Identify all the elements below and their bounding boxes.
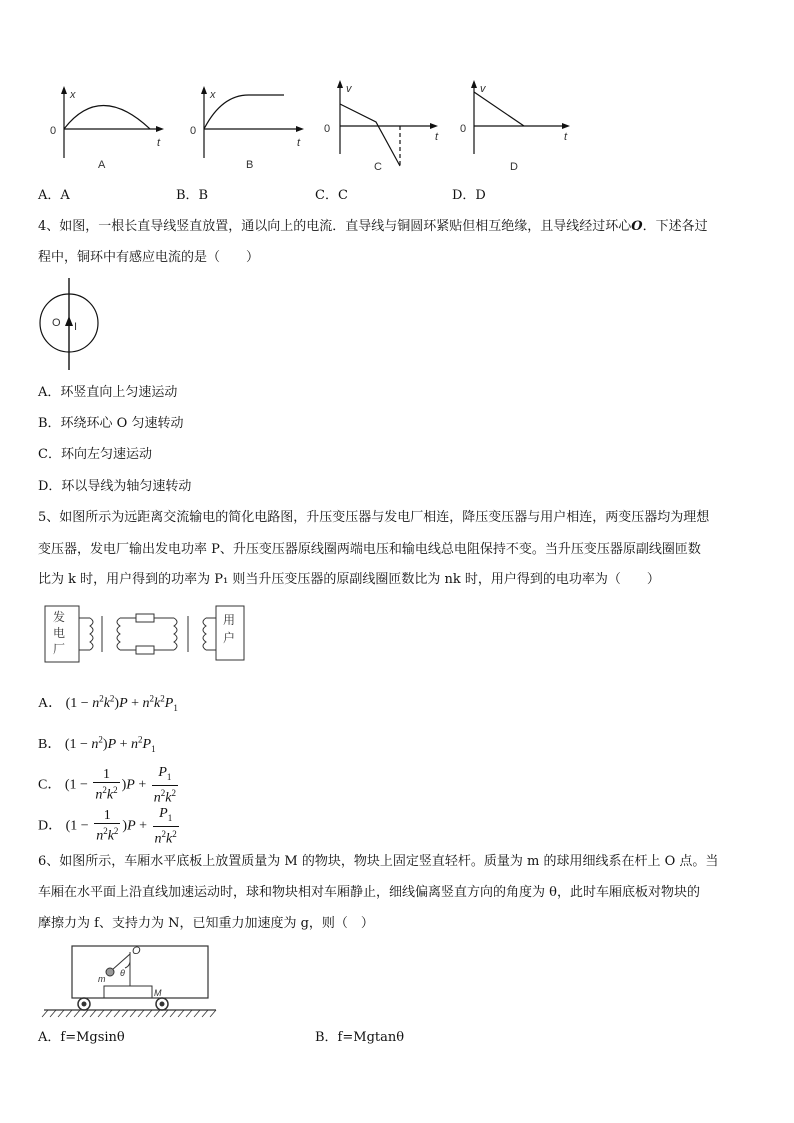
t-axis-var: t (157, 137, 161, 149)
mass-m-label: m (98, 974, 106, 984)
t-axis-var: t (564, 131, 568, 143)
q5-option-a[interactable]: A． $(1 - n^2k^2)P + n^2k^2P_1$ (38, 693, 178, 713)
q6-car-figure (40, 942, 220, 1022)
q3-graph-d (456, 78, 586, 176)
theta-label: θ (120, 968, 125, 978)
t-axis-var: t (297, 137, 301, 149)
q3-option-d[interactable]: D．D (452, 188, 486, 203)
current-label: I (74, 321, 78, 333)
q3-option-c[interactable]: C．C (315, 188, 348, 203)
q4-stem-text-end: ．下述各过 (642, 219, 708, 234)
q3-graph-c (318, 78, 448, 176)
q6-stem-line3: 摩擦力为 f、支持力为 N，已知重力加速度为 g，则（ ） (38, 916, 374, 931)
origin-label: 0 (190, 125, 197, 137)
q6-stem-line2: 车厢在水平面上沿直线加速运动时，球和物块相对车厢静止，细线偏离竖直方向的角度为 θ，此时车厢底板对物块的 (38, 885, 700, 900)
v-axis-var: v (480, 83, 486, 95)
q5-stem-line2: 变压器，发电厂输出发电功率 P、升压变压器原线圈两端电压和输电线总电阻保持不变。当升压变压器原副线圈匝数 (38, 542, 701, 557)
x-axis-var: x (210, 89, 216, 101)
q5-stem-line3: 比为 k 时，用户得到的功率为 P₁ 则当升压变压器的原副线圈匝数比为 nk 时，用户得到的电功率为（ ） (38, 572, 660, 587)
q3-option-a[interactable]: A．A (38, 188, 70, 203)
q6-stem-line1: 6、如图所示，车厢水平底板上放置质量为 M 的物块，物块上固定竖直轻杆。质量为 m 的球用细线系在杆上 O 点。当 (38, 854, 719, 869)
graph-label-d: D (510, 161, 518, 173)
origin-label: 0 (50, 125, 57, 137)
q4-stem-line1 (38, 219, 708, 235)
q5-option-c[interactable]: C． (1 − $\frac{1}{n^2k^2}$ )P + $\frac{P_1}{n^2k^2}$ (38, 765, 176, 806)
q6-option-a[interactable]: A．f=Mgsinθ (38, 1030, 125, 1045)
q4-ring-figure (36, 276, 106, 372)
q5-stem-line1: 5、如图所示为远距离交流输电的简化电路图，升压变压器与发电厂相连，降压变压器与用户相连，两变压器均为理想 (38, 510, 710, 525)
q5-option-b-label: B． (38, 737, 62, 752)
user-char-2: 户 (223, 631, 236, 645)
q4-stem-text: 4、如图，一根长直导线竖直放置，通以向上的电流．直导线与铜圆环紧贴但相互绝缘，且导线经过环心 (38, 219, 632, 234)
q5-option-d-label: D． (38, 818, 63, 834)
graph-label-c: C (374, 161, 382, 173)
x-axis-var: x (70, 89, 76, 101)
q5-option-d[interactable]: D． (1 − $\frac{1}{n^2k^2}$ )P + $\frac{P_1}{n^2k^2}$ (38, 806, 177, 847)
q5-option-c-label: C． (38, 777, 62, 793)
origin-label: 0 (324, 123, 331, 135)
t-axis-var: t (435, 131, 439, 143)
point-o-label: O (132, 945, 141, 957)
q5-option-b[interactable]: B． $(1 - n^2)P + n^2P_1$ (38, 734, 156, 754)
q5-option-a-label: A． (38, 696, 63, 711)
q3-option-b[interactable]: B．B (176, 188, 209, 203)
v-axis-var: v (346, 83, 352, 95)
q6-option-b[interactable]: B．f=Mgtanθ (315, 1030, 405, 1045)
q4-option-c[interactable]: C．环向左匀速运动 (38, 447, 152, 462)
q4-stem-o: O (631, 219, 643, 234)
plant-char-3: 厂 (53, 642, 66, 656)
q4-option-a[interactable]: A．环竖直向上匀速运动 (38, 385, 178, 400)
origin-label: 0 (460, 123, 467, 135)
mass-big-m-label: M (154, 988, 162, 998)
plant-char-2: 电 (53, 626, 66, 640)
q3-graph-a (40, 84, 170, 176)
q4-stem-line2: 程中，铜环中有感应电流的是（ ） (38, 250, 260, 265)
q3-graph-b (180, 84, 310, 176)
q4-option-b[interactable]: B．环绕环心 O 匀速转动 (38, 416, 184, 431)
q5-circuit-figure (44, 604, 254, 666)
graph-label-b: B (246, 159, 254, 171)
plant-char-1: 发 (53, 610, 66, 624)
user-char-1: 用 (223, 613, 236, 627)
graph-label-a: A (98, 159, 106, 171)
q4-option-d[interactable]: D．环以导线为轴匀速转动 (38, 479, 192, 494)
ring-center-label: O (52, 317, 61, 329)
